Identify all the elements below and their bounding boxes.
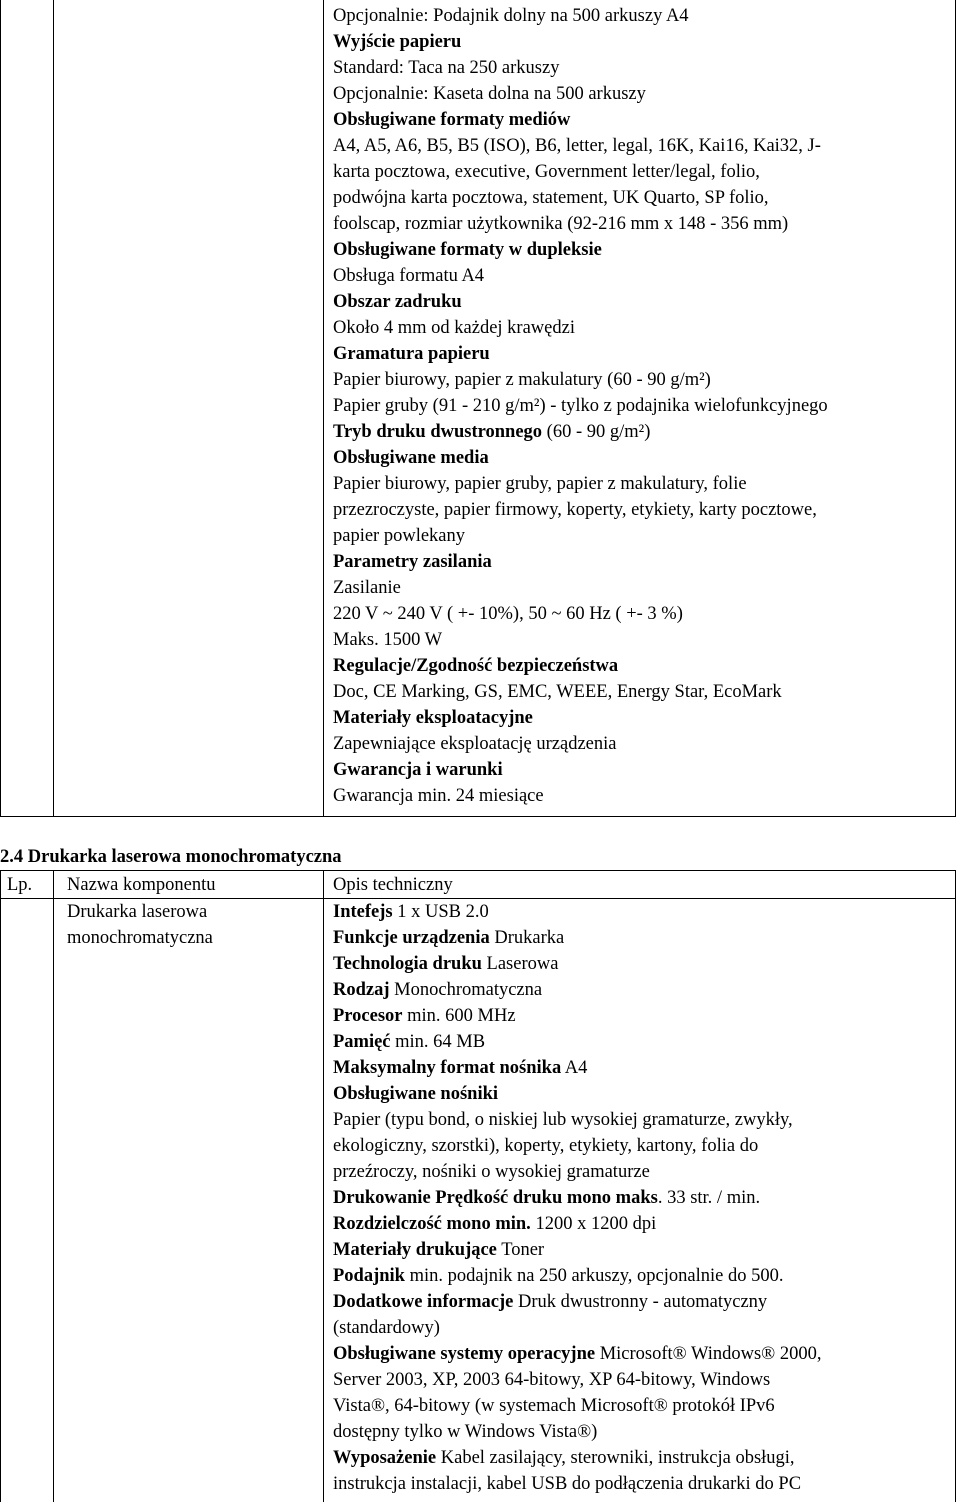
text-line (333, 731, 828, 757)
column-divider (53, 0, 54, 816)
text-line (333, 1107, 822, 1133)
text-line (333, 81, 828, 107)
field-value: min. 64 MB (390, 1032, 486, 1052)
field-value: Zapewniające eksploatację urządzenia (333, 734, 617, 754)
field-value: Monochromatyczna (389, 980, 543, 1000)
text-line (333, 1237, 822, 1263)
column-divider (53, 871, 54, 1502)
field-label: Wyposażenie (333, 1448, 437, 1468)
text-line (333, 1029, 822, 1055)
text-line (333, 211, 828, 237)
field-label: Maksymalny format nośnika (333, 1058, 562, 1078)
text-line (333, 1211, 822, 1237)
text-line (333, 367, 828, 393)
text-line (333, 315, 828, 341)
field-value: karta pocztowa, executive, Government letter/legal, folio, (333, 162, 760, 182)
header-lp: Lp. (7, 875, 33, 895)
field-label: Pamięć (333, 1032, 391, 1052)
field-value: Opcjonalnie: Kaseta dolna na 500 arkuszy (333, 84, 646, 104)
text-line (333, 653, 828, 679)
field-label: Drukowanie Prędkość druku mono maks (333, 1188, 658, 1208)
text-line (333, 133, 828, 159)
text-line (333, 159, 828, 185)
field-value: Opcjonalnie: Podajnik dolny na 500 arkuszy A4 (333, 6, 689, 26)
field-label: Materiały eksploatacyjne (333, 708, 533, 728)
text-line (333, 1419, 822, 1445)
field-value: 1 x USB 2.0 (392, 902, 489, 922)
field-value: . 33 str. / min. (657, 1188, 761, 1208)
field-value: Papier biurowy, papier gruby, papier z makulatury, folie (333, 474, 747, 494)
field-label: Tryb druku dwustronnego (333, 422, 543, 442)
field-label: Obsługiwane media (333, 448, 489, 468)
text-line (333, 55, 828, 81)
text-line (333, 1341, 822, 1367)
header-component-name: Nazwa komponentu (67, 875, 216, 895)
field-label: Obsługiwane systemy operacyjne (333, 1344, 596, 1364)
field-value: podwójna karta pocztowa, statement, UK Quarto, SP folio, (333, 188, 769, 208)
field-value: 1200 x 1200 dpi (530, 1214, 657, 1234)
field-value: Zasilanie (333, 578, 401, 598)
field-value: Laserowa (481, 954, 559, 974)
text-line (333, 783, 828, 809)
field-value: Gwarancja min. 24 miesiące (333, 786, 544, 806)
field-value: 220 V ~ 240 V ( +- 10%), 50 ~ 60 Hz ( +- 3 %) (333, 604, 683, 624)
field-value: A4, A5, A6, B5, B5 (ISO), B6, letter, legal, 16K, Kai16, Kai32, J- (333, 136, 821, 156)
component-name-cell (67, 899, 213, 951)
text-line (333, 679, 828, 705)
text-line (333, 1393, 822, 1419)
field-label: Obsługiwane formaty w dupleksie (333, 240, 602, 260)
text-line (333, 1055, 822, 1081)
text-line (333, 549, 828, 575)
text-line (333, 1289, 822, 1315)
field-value: dostępny tylko w Windows Vista®) (333, 1422, 598, 1442)
field-value: Papier (typu bond, o niskiej lub wysokiej gramaturze, zwykły, (333, 1110, 793, 1130)
field-value: Vista®, 64-bitowy (w systemach Microsoft® protokół IPv6 (333, 1396, 775, 1416)
field-value: Obsługa formatu A4 (333, 266, 485, 286)
text-line (333, 341, 828, 367)
section-title: 2.4 Drukarka laserowa monochromatyczna (0, 847, 342, 867)
field-value: przeźroczy, nośniki o wysokiej gramaturze (333, 1162, 650, 1182)
text-line (333, 1471, 822, 1497)
text-line (333, 1159, 822, 1185)
field-value: A4 (561, 1058, 588, 1078)
field-value: min. 600 MHz (402, 1006, 516, 1026)
text-line (333, 185, 828, 211)
text-line (333, 497, 828, 523)
field-label: Technologia druku (333, 954, 482, 974)
text-line (333, 263, 828, 289)
column-divider (323, 871, 324, 1502)
field-value: Papier biurowy, papier z makulatury (60 - 90 g/m²) (333, 370, 711, 390)
text-line (333, 601, 828, 627)
field-value: Papier gruby (91 - 210 g/m²) - tylko z podajnika wielofunkcyjnego (333, 396, 828, 416)
field-label: Obszar zadruku (333, 292, 462, 312)
field-label: Gramatura papieru (333, 344, 490, 364)
printer-spec-table (0, 870, 956, 1502)
text-line (333, 107, 828, 133)
field-value: papier powlekany (333, 526, 466, 546)
text-line (333, 419, 828, 445)
text-line (333, 951, 822, 977)
component-name-line: Drukarka laserowa (67, 902, 208, 922)
field-label: Rodzaj (333, 980, 390, 1000)
text-line (333, 1081, 822, 1107)
field-label: Dodatkowe informacje (333, 1292, 514, 1312)
field-value: Server 2003, XP, 2003 64-bitowy, XP 64-bitowy, Windows (333, 1370, 771, 1390)
field-value: foolscap, rozmiar użytkownika (92-216 mm x 148 - 356 mm) (333, 214, 789, 234)
field-label: Podajnik (333, 1266, 405, 1286)
field-label: Obsługiwane nośniki (333, 1084, 499, 1104)
text-line (333, 1185, 822, 1211)
header-technical-description: Opis techniczny (333, 875, 453, 895)
text-line (333, 1263, 822, 1289)
text-line (333, 575, 828, 601)
field-label: Materiały drukujące (333, 1240, 497, 1260)
text-line (333, 29, 828, 55)
field-value: Maks. 1500 W (333, 630, 443, 650)
field-label: Rozdzielczość mono min. (333, 1214, 531, 1234)
component-name-line: monochromatyczna (67, 928, 213, 948)
text-line (333, 237, 828, 263)
field-value: Microsoft® Windows® 2000, (595, 1344, 822, 1364)
field-value: (standardowy) (333, 1318, 440, 1338)
text-line (333, 1003, 822, 1029)
field-value: Kabel zasilający, sterowniki, instrukcja obsługi, (436, 1448, 795, 1468)
field-label: Gwarancja i warunki (333, 760, 503, 780)
field-label: Funkcje urządzenia (333, 928, 490, 948)
field-value: Doc, CE Marking, GS, EMC, WEEE, Energy Star, EcoMark (333, 682, 782, 702)
column-divider (323, 0, 324, 816)
text-line (333, 393, 828, 419)
field-value: Standard: Taca na 250 arkuszy (333, 58, 560, 78)
field-value: (60 - 90 g/m²) (542, 422, 651, 442)
text-line (333, 289, 828, 315)
text-line (333, 3, 828, 29)
text-line (333, 757, 828, 783)
field-value: ekologiczny, szorstki), koperty, etykiety, kartony, folia do (333, 1136, 759, 1156)
text-line (333, 523, 828, 549)
text-line (333, 705, 828, 731)
field-label: Regulacje/Zgodność bezpieczeństwa (333, 656, 619, 676)
field-value: Druk dwustronny - automatyczny (513, 1292, 768, 1312)
text-line (333, 977, 822, 1003)
field-value: Drukarka (489, 928, 565, 948)
text-line (333, 1445, 822, 1471)
text-line (333, 445, 828, 471)
text-line (333, 627, 828, 653)
field-label: Procesor (333, 1006, 403, 1026)
field-label: Parametry zasilania (333, 552, 492, 572)
text-line (333, 925, 822, 951)
field-label: Intefejs (333, 902, 393, 922)
field-value: Około 4 mm od każdej krawędzi (333, 318, 575, 338)
text-line (333, 1315, 822, 1341)
field-label: Obsługiwane formaty mediów (333, 110, 571, 130)
text-line (333, 1133, 822, 1159)
field-label: Wyjście papieru (333, 32, 462, 52)
field-value: min. podajnik na 250 arkuszy, opcjonalnie do 500. (404, 1266, 784, 1286)
field-value: instrukcja instalacji, kabel USB do podłączenia drukarki do PC (333, 1474, 802, 1494)
text-line (333, 1367, 822, 1393)
technical-description-cell (333, 899, 822, 1497)
field-value: Toner (496, 1240, 545, 1260)
field-value: przezroczyste, papier firmowy, koperty, etykiety, karty pocztowe, (333, 500, 817, 520)
text-line (333, 899, 822, 925)
spec-description-cell (333, 3, 828, 809)
text-line (333, 471, 828, 497)
